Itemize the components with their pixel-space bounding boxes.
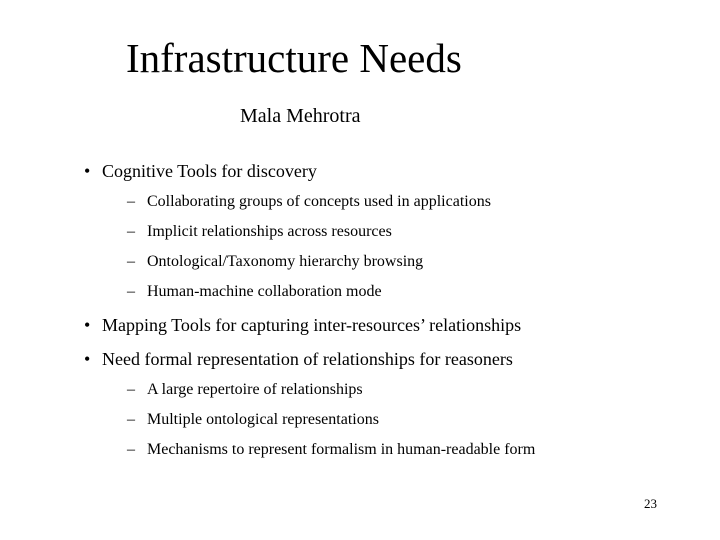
- sub-bullet-text: Mechanisms to represent formalism in human-readable form: [147, 441, 536, 458]
- sub-bullet-marker: –: [127, 411, 135, 428]
- sub-bullet-text: Human-machine collaboration mode: [147, 283, 382, 300]
- sub-bullet-text: A large repertoire of relationships: [147, 381, 363, 398]
- sub-bullet-text: Collaborating groups of concepts used in applications: [147, 193, 491, 210]
- page-number: 23: [644, 496, 657, 511]
- sub-bullet-text: Implicit relationships across resources: [147, 223, 392, 240]
- sub-bullet-text: Ontological/Taxonomy hierarchy browsing: [147, 253, 424, 270]
- sub-bullet-marker: –: [127, 441, 135, 458]
- bullet-marker: •: [84, 161, 91, 181]
- bullet-marker: •: [84, 349, 91, 369]
- slide-author: Mala Mehrotra: [240, 105, 361, 127]
- sub-bullet-marker: –: [127, 193, 135, 210]
- slide-title: Infrastructure Needs: [126, 35, 462, 81]
- bullet-text: Mapping Tools for capturing inter-resources’ relationships: [102, 315, 522, 335]
- sub-bullet-marker: –: [127, 381, 135, 398]
- bullet-text: Cognitive Tools for discovery: [102, 161, 317, 181]
- bullet-text: Need formal representation of relationships for reasoners: [102, 349, 513, 369]
- sub-bullet-marker: –: [127, 253, 135, 270]
- sub-bullet-marker: –: [127, 283, 135, 300]
- bullet-marker: •: [84, 315, 91, 335]
- sub-bullet-text: Multiple ontological representations: [147, 411, 379, 428]
- sub-bullet-marker: –: [127, 223, 135, 240]
